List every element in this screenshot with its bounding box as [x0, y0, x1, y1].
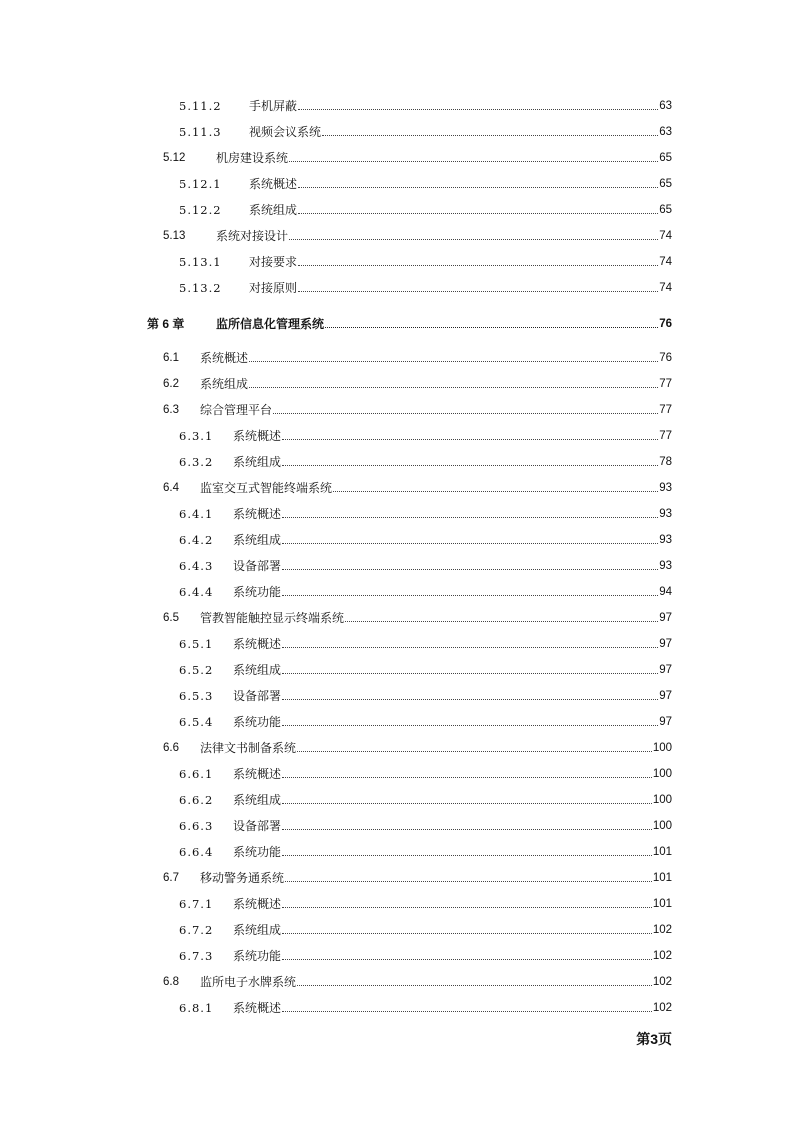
- toc-entry[interactable]: [179, 277, 672, 295]
- toc-entry[interactable]: [163, 737, 672, 755]
- toc-dot-leader: [249, 387, 658, 388]
- toc-entry[interactable]: [179, 659, 672, 677]
- toc-entry-page-number: 102: [652, 976, 672, 988]
- toc-entry[interactable]: [179, 919, 672, 937]
- toc-entry[interactable]: [179, 633, 672, 651]
- toc-entry[interactable]: [179, 841, 672, 859]
- toc-entry[interactable]: [179, 425, 672, 443]
- toc-entry-number: 5.12.1: [179, 177, 222, 191]
- toc-entry-page-number: 74: [659, 230, 672, 242]
- toc-entry[interactable]: [179, 945, 672, 963]
- toc-entry-number: 6.4.1: [179, 507, 214, 521]
- toc-entry-page-number: 63: [659, 126, 672, 138]
- toc-entry-title: 系统组成: [233, 793, 282, 807]
- toc-dot-leader: [282, 1011, 652, 1012]
- toc-entry-title: 法律文书制备系统: [200, 741, 297, 755]
- toc-entry-page-number: 77: [659, 378, 672, 390]
- toc-entry-number: 6.6.2: [179, 793, 214, 807]
- toc-entry[interactable]: [147, 313, 672, 331]
- toc-entry-title: 系统概述: [200, 351, 249, 365]
- toc-entry-page-number: 74: [659, 282, 672, 294]
- toc-entry-title: 设备部署: [233, 819, 282, 833]
- toc-entry-page-number: 97: [659, 612, 672, 624]
- toc-entry-number: 6.7.1: [179, 897, 214, 911]
- toc-entry-page-number: 100: [652, 768, 672, 780]
- toc-entry-page-number: 93: [659, 508, 672, 520]
- toc-dot-leader: [282, 439, 658, 440]
- toc-entry[interactable]: [179, 173, 672, 191]
- toc-entry-number: 6.5.3: [179, 689, 214, 703]
- toc-entry-title: 系统概述: [233, 897, 282, 911]
- toc-entry-number: 6.5.1: [179, 637, 214, 651]
- toc-entry-number: 6.3: [163, 404, 179, 416]
- toc-dot-leader: [282, 777, 652, 778]
- toc-entry-page-number: 94: [659, 586, 672, 598]
- toc-dot-leader: [333, 491, 658, 492]
- toc-entry-title: 监室交互式智能终端系统: [200, 481, 333, 495]
- toc-dot-leader: [282, 647, 658, 648]
- toc-dot-leader: [322, 135, 658, 136]
- toc-entry-title: 系统对接设计: [216, 229, 289, 243]
- toc-entry-title: 对接要求: [249, 255, 298, 269]
- toc-entry[interactable]: [163, 607, 672, 625]
- toc-entry-number: 6.4.2: [179, 533, 214, 547]
- toc-entry-title: 设备部署: [233, 559, 282, 573]
- toc-dot-leader: [282, 517, 658, 518]
- toc-entry-number: 5.11.2: [179, 99, 222, 113]
- toc-dot-leader: [298, 213, 658, 214]
- toc-dot-leader: [282, 907, 652, 908]
- toc-entry[interactable]: [179, 685, 672, 703]
- toc-entry-number: 6.5.4: [179, 715, 214, 729]
- toc-entry-page-number: 100: [652, 794, 672, 806]
- toc-entry-page-number: 76: [659, 352, 672, 364]
- toc-entry-number: 6.3.2: [179, 455, 214, 469]
- toc-entry-page-number: 97: [659, 638, 672, 650]
- toc-dot-leader: [282, 829, 652, 830]
- toc-dot-leader: [282, 569, 658, 570]
- toc-entry-title: 视频会议系统: [249, 125, 322, 139]
- toc-entry[interactable]: [179, 789, 672, 807]
- toc-dot-leader: [249, 361, 658, 362]
- toc-entry-number: 6.5: [163, 612, 179, 624]
- toc-entry-number: 6.7.2: [179, 923, 214, 937]
- toc-entry-page-number: 100: [652, 742, 672, 754]
- toc-entry-title: 系统概述: [233, 767, 282, 781]
- toc-entry[interactable]: [163, 347, 672, 365]
- toc-entry[interactable]: [179, 815, 672, 833]
- toc-entry-page-number: 101: [652, 872, 672, 884]
- toc-entry-number: 6.6: [163, 742, 179, 754]
- toc-entry-number: 6.5.2: [179, 663, 214, 677]
- toc-entry-number: 6.8: [163, 976, 179, 988]
- toc-entry[interactable]: [163, 867, 672, 885]
- toc-entry-page-number: 65: [659, 152, 672, 164]
- toc-entry[interactable]: [163, 147, 672, 165]
- toc-entry-title: 系统概述: [233, 429, 282, 443]
- toc-entry-page-number: 65: [659, 178, 672, 190]
- toc-entry-number: 6.4.4: [179, 585, 214, 599]
- toc-entry-title: 机房建设系统: [216, 151, 289, 165]
- toc-dot-leader: [273, 413, 658, 414]
- toc-entry-page-number: 93: [659, 560, 672, 572]
- toc-entry-page-number: 74: [659, 256, 672, 268]
- toc-dot-leader: [282, 673, 658, 674]
- toc-entry[interactable]: [163, 225, 672, 243]
- toc-entry[interactable]: [179, 581, 672, 599]
- toc-entry-page-number: 101: [652, 846, 672, 858]
- toc-entry[interactable]: [179, 199, 672, 217]
- toc-entry-page-number: 77: [659, 404, 672, 416]
- toc-entry-page-number: 100: [652, 820, 672, 832]
- toc-entry-title: 监所信息化管理系统: [216, 317, 325, 331]
- toc-dot-leader: [282, 933, 652, 934]
- toc-dot-leader: [282, 699, 658, 700]
- toc-entry-title: 系统概述: [233, 637, 282, 651]
- toc-entry-title: 对接原则: [249, 281, 298, 295]
- toc-dot-leader: [289, 239, 658, 240]
- toc-entry-title: 系统组成: [233, 923, 282, 937]
- toc-dot-leader: [297, 985, 652, 986]
- toc-entry-number: 第 6 章: [147, 317, 185, 331]
- toc-entry-title: 系统组成: [200, 377, 249, 391]
- toc-entry-title: 系统组成: [233, 533, 282, 547]
- toc-entry-title: 综合管理平台: [200, 403, 273, 417]
- toc-entry-number: 6.6.3: [179, 819, 214, 833]
- toc-entry[interactable]: [179, 451, 672, 469]
- toc-entry-page-number: 102: [652, 950, 672, 962]
- toc-entry-page-number: 101: [652, 898, 672, 910]
- toc-dot-leader: [282, 725, 658, 726]
- toc-dot-leader: [282, 803, 652, 804]
- toc-dot-leader: [298, 109, 658, 110]
- toc-entry-page-number: 63: [659, 100, 672, 112]
- toc-entry-number: 5.12.2: [179, 203, 222, 217]
- toc-entry-title: 系统功能: [233, 715, 282, 729]
- toc-dot-leader: [298, 291, 658, 292]
- toc-entry[interactable]: [163, 399, 672, 417]
- toc-entry-number: 6.4: [163, 482, 179, 494]
- toc-dot-leader: [345, 621, 658, 622]
- toc-entry-title: 系统组成: [233, 455, 282, 469]
- toc-entry[interactable]: [179, 763, 672, 781]
- toc-entry-title: 系统组成: [249, 203, 298, 217]
- toc-entry-page-number: 77: [659, 430, 672, 442]
- toc-entry-page-number: 76: [659, 318, 672, 330]
- toc-entry-page-number: 97: [659, 690, 672, 702]
- toc-entry-number: 5.13: [163, 230, 186, 242]
- toc-entry-title: 系统功能: [233, 585, 282, 599]
- toc-entry[interactable]: [179, 997, 672, 1015]
- toc-entry[interactable]: [163, 373, 672, 391]
- toc-entry-number: 6.4.3: [179, 559, 214, 573]
- toc-entry-title: 系统功能: [233, 949, 282, 963]
- toc-dot-leader: [282, 855, 652, 856]
- page-footer-number: 第3页: [636, 1031, 672, 1047]
- toc-dot-leader: [282, 465, 658, 466]
- toc-entry-number: 6.6.4: [179, 845, 214, 859]
- toc-entry-title: 监所电子水牌系统: [200, 975, 297, 989]
- toc-entry-number: 5.11.3: [179, 125, 222, 139]
- toc-entry-number: 6.1: [163, 352, 179, 364]
- toc-dot-leader: [298, 187, 658, 188]
- toc-entry[interactable]: [179, 503, 672, 521]
- toc-entry-page-number: 102: [652, 1002, 672, 1014]
- toc-dot-leader: [289, 161, 658, 162]
- toc-entry-page-number: 102: [652, 924, 672, 936]
- toc-entry-page-number: 97: [659, 664, 672, 676]
- toc-entry-title: 管教智能触控显示终端系统: [200, 611, 345, 625]
- toc-entry-page-number: 93: [659, 482, 672, 494]
- toc-entry-title: 系统概述: [233, 1001, 282, 1015]
- toc-entry[interactable]: [179, 555, 672, 573]
- toc-dot-leader: [297, 751, 652, 752]
- toc-entry[interactable]: [179, 95, 672, 113]
- toc-entry-number: 6.6.1: [179, 767, 214, 781]
- toc-entry[interactable]: [163, 477, 672, 495]
- toc-dot-leader: [325, 327, 658, 328]
- toc-dot-leader: [298, 265, 658, 266]
- toc-entry[interactable]: [179, 251, 672, 269]
- toc-entry-title: 手机屏蔽: [249, 99, 298, 113]
- toc-entry-page-number: 93: [659, 534, 672, 546]
- toc-entry-number: 5.13.2: [179, 281, 222, 295]
- toc-entry-title: 系统组成: [233, 663, 282, 677]
- toc-entry-title: 系统概述: [233, 507, 282, 521]
- toc-entry-title: 系统概述: [249, 177, 298, 191]
- toc-entry-number: 6.2: [163, 378, 179, 390]
- toc-entry-number: 6.3.1: [179, 429, 214, 443]
- toc-dot-leader: [282, 543, 658, 544]
- toc-entry[interactable]: [179, 711, 672, 729]
- toc-entry-page-number: 78: [659, 456, 672, 468]
- toc-entry-page-number: 97: [659, 716, 672, 728]
- toc-entry-title: 移动警务通系统: [200, 871, 285, 885]
- toc-entry-number: 5.12: [163, 152, 186, 164]
- toc-entry-number: 6.7: [163, 872, 179, 884]
- toc-entry-number: 6.8.1: [179, 1001, 214, 1015]
- toc-entry-number: 5.13.1: [179, 255, 222, 269]
- toc-entry-number: 6.7.3: [179, 949, 214, 963]
- toc-entry[interactable]: [179, 121, 672, 139]
- toc-entry[interactable]: [163, 971, 672, 989]
- toc-dot-leader: [285, 881, 652, 882]
- toc-entry-page-number: 65: [659, 204, 672, 216]
- toc-entry-title: 设备部署: [233, 689, 282, 703]
- toc-entry[interactable]: [179, 893, 672, 911]
- toc-entry-title: 系统功能: [233, 845, 282, 859]
- toc-dot-leader: [282, 959, 652, 960]
- toc-entry[interactable]: [179, 529, 672, 547]
- toc-dot-leader: [282, 595, 658, 596]
